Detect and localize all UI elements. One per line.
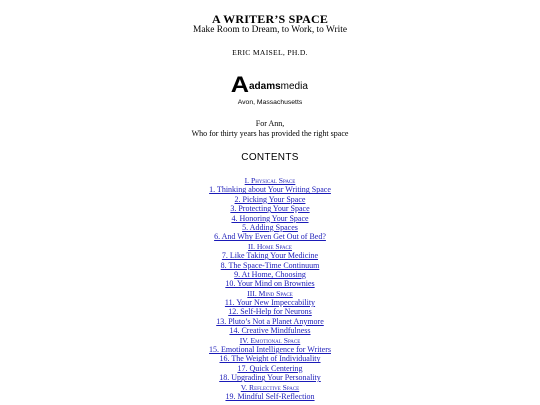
toc-entry — [0, 373, 540, 382]
toc-entry — [0, 204, 540, 213]
toc-entry — [0, 270, 540, 279]
toc-entry — [0, 195, 540, 204]
toc-entry — [0, 232, 540, 241]
toc-entry — [0, 298, 540, 307]
toc-chapter-link[interactable]: 9. At Home, Choosing — [234, 269, 306, 279]
toc-chapter-link[interactable]: 13. Pluto’s Not a Planet Anymore — [216, 316, 324, 326]
contents-heading: CONTENTS — [241, 152, 299, 163]
toc-part-link[interactable]: III. Mind Space — [247, 288, 293, 298]
publisher-name-bold: adams — [248, 81, 281, 92]
toc-chapter-link[interactable]: 17. Quick Centering — [237, 363, 303, 373]
toc-chapter-link[interactable]: 3. Protecting Your Space — [230, 204, 310, 214]
toc-chapter-link[interactable]: 15. Emotional Intelligence for Writers — [209, 345, 331, 355]
book-title: A WRITER’S SPACE — [211, 12, 329, 26]
dedication-line-1: For Ann, — [255, 119, 285, 128]
toc-part-link[interactable]: IV. Emotional Space — [239, 335, 301, 345]
toc-entry — [0, 176, 540, 185]
toc-chapter-link[interactable]: 6. And Why Even Get Out of Bed? — [214, 232, 326, 242]
dedication-line-2: Who for thirty years has provided the right space — [191, 128, 349, 138]
toc-chapter-link[interactable]: 8. The Space-Time Continuum — [220, 260, 320, 270]
toc-entry — [0, 345, 540, 354]
toc-entry — [0, 223, 540, 232]
toc-chapter-link[interactable]: 18. Upgrading Your Personality — [219, 373, 321, 383]
toc-entry — [0, 307, 540, 316]
table-of-contents — [0, 176, 540, 401]
toc-entry — [0, 317, 540, 326]
toc-entry — [0, 261, 540, 270]
dedication — [0, 119, 540, 138]
toc-chapter-link[interactable]: 4. Honoring Your Space — [231, 213, 309, 223]
toc-entry — [0, 214, 540, 223]
publisher-wordmark — [230, 72, 308, 97]
toc-entry — [0, 279, 540, 288]
toc-entry — [0, 336, 540, 345]
toc-chapter-link[interactable]: 2. Picking Your Space — [234, 194, 306, 204]
toc-chapter-link[interactable]: 7. Like Taking Your Medicine — [221, 251, 319, 261]
toc-chapter-link[interactable]: 12. Self-Help for Neurons — [228, 307, 312, 317]
toc-entry — [0, 185, 540, 194]
publisher-name-light: media — [280, 81, 308, 92]
author-name: ERIC MAISEL, PH.D. — [232, 48, 308, 57]
publisher-logo-mark: A — [230, 72, 250, 97]
toc-chapter-link[interactable]: 1. Thinking about Your Writing Space — [209, 185, 331, 195]
toc-entry — [0, 242, 540, 251]
toc-entry — [0, 383, 540, 392]
toc-entry — [0, 326, 540, 335]
book-subtitle: Make Room to Dream, to Work, to Write — [193, 25, 347, 35]
toc-entry — [0, 364, 540, 373]
publisher-location: Avon, Massachusetts — [237, 99, 303, 106]
toc-entry — [0, 251, 540, 260]
toc-entry — [0, 289, 540, 298]
toc-entry — [0, 392, 540, 401]
toc-chapter-link[interactable]: 10. Your Mind on Brownies — [225, 279, 315, 289]
toc-chapter-link[interactable]: 19. Mindful Self-Reflection — [225, 391, 315, 401]
toc-chapter-link[interactable]: 11. Your New Impeccability — [224, 298, 316, 308]
toc-part-link[interactable]: V. Reflective Space — [240, 382, 300, 392]
toc-chapter-link[interactable]: 16. The Weight of Individuality — [219, 354, 321, 364]
toc-chapter-link[interactable]: 5. Adding Spaces — [242, 222, 298, 232]
toc-part-link[interactable]: II. Home Space — [248, 241, 292, 251]
toc-part-link[interactable]: I. Physical Space — [244, 176, 296, 185]
toc-chapter-link[interactable]: 14. Creative Mindfulness — [229, 326, 311, 336]
toc-entry — [0, 354, 540, 363]
publisher-logo — [0, 72, 540, 106]
